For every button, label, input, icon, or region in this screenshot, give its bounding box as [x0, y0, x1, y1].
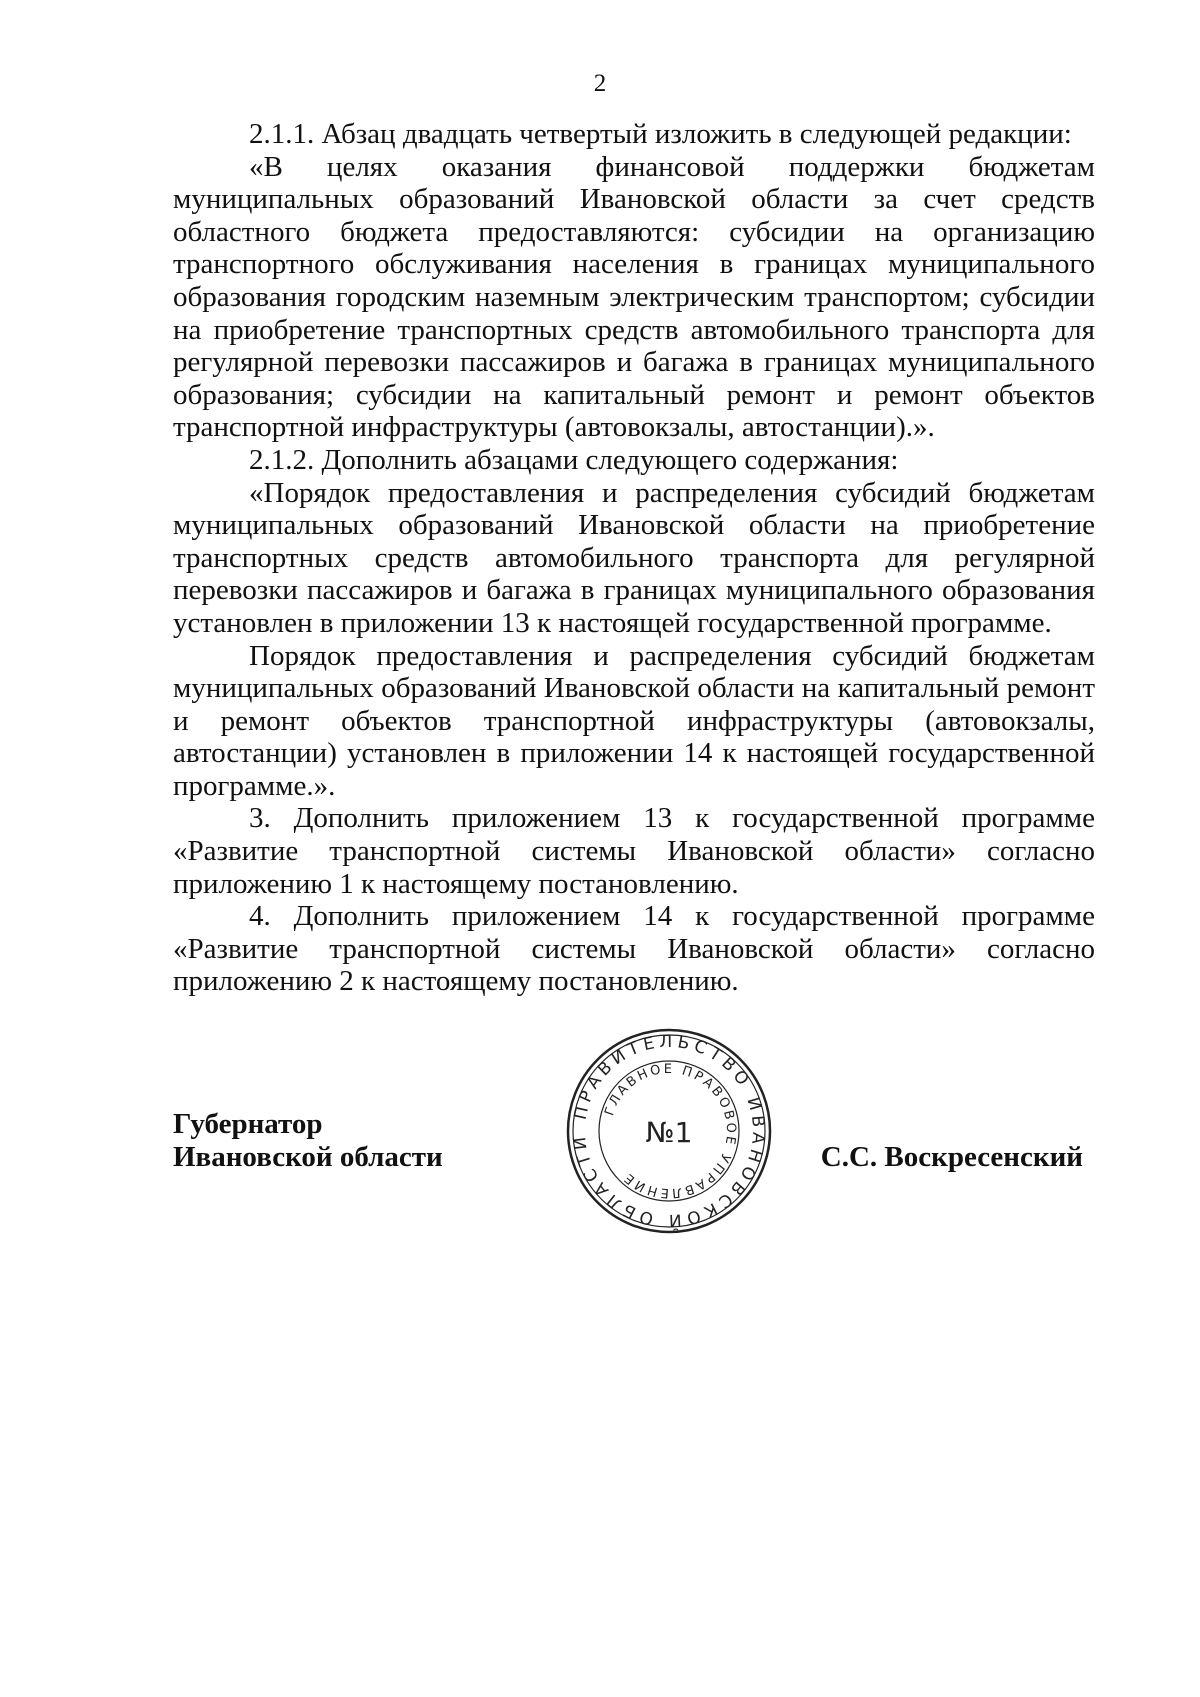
- paragraph: Порядок предоставления и распределения субсидий бюджетам муниципальных образований Ивановской области на капитальный ремонт и ремонт объектов транспортной инфраструктуры (автовокзалы, автостанции) установлен в приложении 14 к настоящей государственной программе.».: [173, 639, 1095, 802]
- paragraph: «Порядок предоставления и распределения субсидий бюджетам муниципальных образований Ивановской области на приобретение транспортных средств автомобильного транспорта для регулярной перевозки пассажиров и багажа в границах муниципального образования установлен в приложении 13 к настоящей государственной программе.: [173, 476, 1095, 639]
- paragraph: 3. Дополнить приложением 13 к государственной программе «Развитие транспортной системы Ивановской области» согласно приложению 1 к настоящему постановлению.: [173, 802, 1095, 900]
- signer-title: [173, 1108, 443, 1173]
- paragraph: 2.1.2. Дополнить абзацами следующего содержания:: [249, 443, 899, 476]
- paragraph: 4. Дополнить приложением 14 к государственной программе «Развитие транспортной системы Ивановской области» согласно приложению 2 к настоящему постановлению.: [173, 900, 1095, 998]
- seal-inner-text: ГЛАВНОЕ ПРАВОВОЕ УПРАВЛЕНИЕ: [602, 1061, 739, 1201]
- signer-title-line: Губернатор: [173, 1108, 323, 1140]
- seal-number: №1: [645, 1116, 693, 1149]
- seal-outer-text: ПРАВИТЕЛЬСТВО ИВАНОВСКОЙ ОБЛАСТИ: [569, 1031, 769, 1231]
- paragraph: «В целях оказания финансовой поддержки бюджетам муниципальных образований Ивановской области за счет средств областного бюджета предоставляются: субсидии на организацию транспортного обслуживания населения в границах муниципального образования городским наземным электрическим транспортом; субсидии на приобретение транспортных средств автомобильного транспорта для регулярной перевозки пассажиров и багажа в границах муниципального образования; субсидии на капитальный ремонт и ремонт объектов транспортной инфраструктуры (автовокзалы, автостанции).».: [173, 150, 1095, 444]
- paragraph: 2.1.1. Абзац двадцать четвертый изложить в следующей редакции:: [249, 118, 1072, 150]
- signer-title-line: Ивановской области: [173, 1140, 443, 1173]
- signer-name: С.С. Воскресенский: [820, 1141, 1083, 1173]
- page-number: 2: [593, 70, 607, 97]
- official-seal: [564, 1026, 774, 1236]
